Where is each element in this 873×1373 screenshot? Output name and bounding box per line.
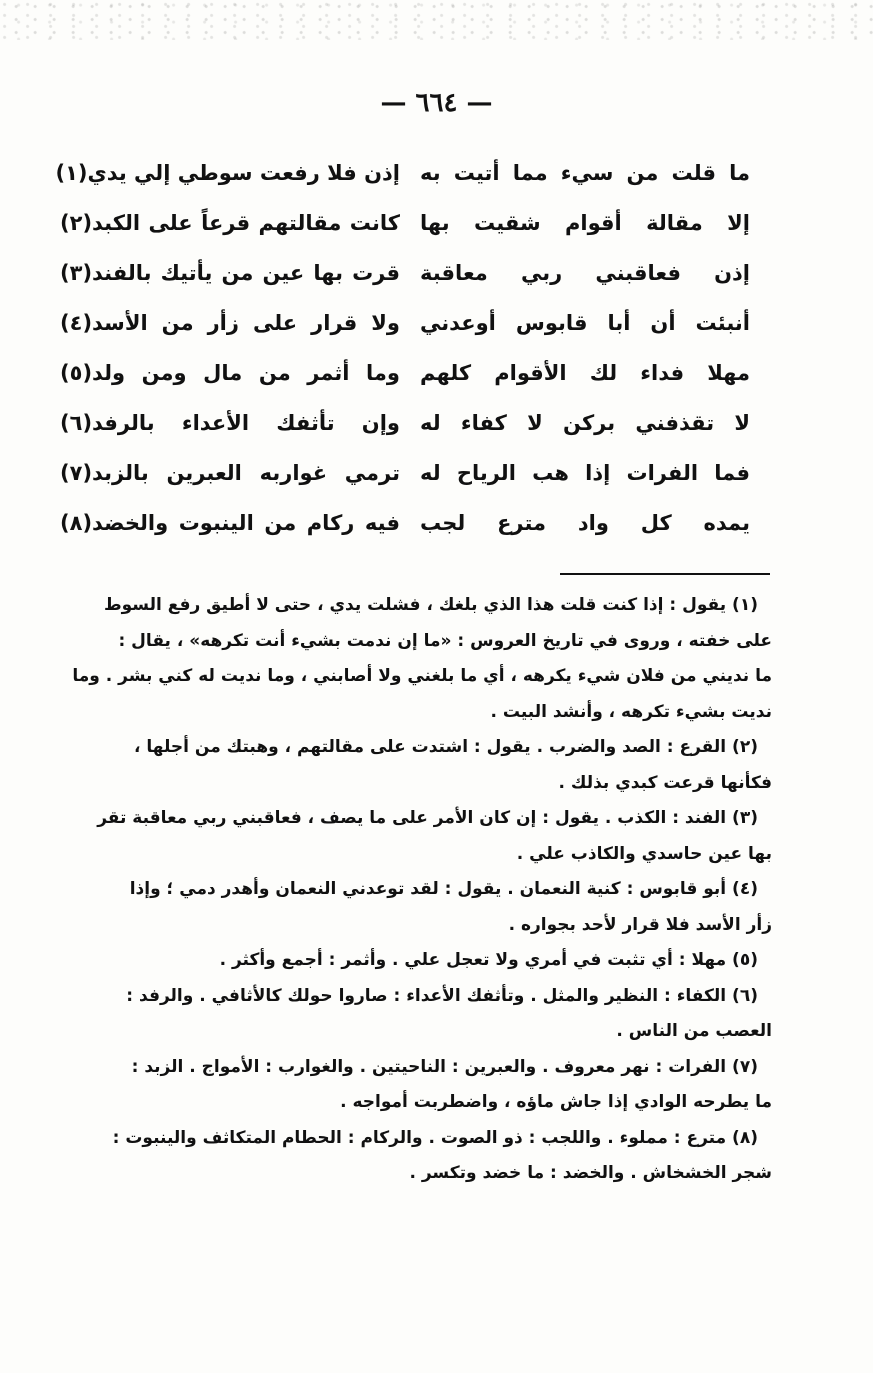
footnote-line: زأر الأسد فلا قرار لأحد بجواره . [508, 914, 772, 935]
first-hemistich: فما الفرات إذا هب الرياح له [420, 461, 750, 485]
footnote [22, 588, 772, 730]
footnote-line: نديت بشيء تكرهه ، وأنشد البيت . [490, 701, 772, 722]
second-hemistich: ترمي غواربه العبرين بالزبد(٧) [60, 461, 400, 485]
footnote [22, 979, 772, 1050]
footnote-line: (٦) الكفاء : النظير والمثل . وتأثفك الأعداء : صاروا حولك كالأثافي . والرفد : [126, 985, 758, 1006]
footnote-line: ما نديني من فلان شيء يكرهه ، أي ما بلغني ولا أصابني ، وما نديت له كني بشر . وما [72, 666, 772, 686]
footnote-line: فكأنها قرعت كبدي بذلك . [558, 772, 772, 793]
footnote-line: (١) يقول : إذا كنت قلت هذا الذي بلغك ، فشلت يدي ، حتى لا أطيق رفع السوط [103, 595, 758, 615]
verse [55, 148, 750, 198]
footnote-line: (٥) مهلا : أي تثبت في أمري ولا تعجل علي . وأثمر : أجمع وأكثر . [219, 950, 758, 970]
footnote [22, 1121, 772, 1192]
footnote-line: بها عين حاسدي والكاذب علي . [516, 843, 772, 864]
first-hemistich: ما قلت من سيء مما أتيت به [420, 161, 750, 185]
verse [60, 198, 750, 248]
verse [60, 498, 750, 548]
footnotes [22, 588, 772, 1192]
second-hemistich: إذن فلا رفعت سوطي إلي يدي(١) [55, 161, 400, 185]
second-hemistich: قرت بها عين من يأتيك بالفند(٣) [60, 261, 400, 285]
footnote [22, 872, 772, 943]
first-hemistich: إلا مقالة أقوام شقيت بها [420, 211, 750, 235]
footnote-line: (٣) الفند : الكذب . يقول : إن كان الأمر على ما يصف ، فعاقبني ربي معاقبة تقر [97, 808, 758, 828]
footnote-line: ما يطرحه الوادي إذا جاش ماؤه ، واضطربت أمواجه . [340, 1092, 772, 1112]
first-hemistich: لا تقذفني بركن لا كفاء له [420, 411, 750, 435]
second-hemistich: ولا قرار على زأر من الأسد(٤) [60, 311, 400, 335]
verse [60, 348, 750, 398]
footnote-line: (٧) الفرات : نهر معروف . والعبرين : الناحيتين . والغوارب : الأمواج . الزبد : [131, 1056, 758, 1077]
footnote [22, 801, 772, 872]
footnote-line: (٤) أبو قابوس : كنية النعمان . يقول : لقد توعدني النعمان وأهدر دمي ؛ وإذا [129, 879, 758, 899]
second-hemistich: فيه ركام من الينبوت والخضد(٨) [60, 511, 400, 535]
footnote-line: شجر الخشخاش . والخضد : ما خضد وتكسر . [409, 1163, 772, 1183]
verse [60, 298, 750, 348]
verse [60, 398, 750, 448]
verse [60, 248, 750, 298]
footnote [22, 730, 772, 801]
first-hemistich: مهلا فداء لك الأقوام كلهم [420, 361, 750, 385]
footnote-line: (٢) القرع : الصد والضرب . يقول : اشتدت على مقالتهم ، وهبتك من أجلها ، [134, 737, 758, 757]
verse [60, 448, 750, 498]
footnote-line: على خفته ، وروى في تاريخ العروس : «ما إن ندمت بشيء أنت تكرهه» ، يقال : [118, 630, 772, 651]
first-hemistich: إذن فعاقبني ربي معاقبة [420, 261, 750, 285]
first-hemistich: يمده كل واد مترع لجب [420, 511, 750, 535]
footnote [22, 1050, 772, 1121]
first-hemistich: أنبئت أن أبا قابوس أوعدني [420, 311, 750, 335]
footnote-line: (٨) مترع : مملوء . واللجب : ذو الصوت . والركام : الحطام المتكاثف والينبوت : [112, 1127, 758, 1148]
footnote-line: العصب من الناس . [616, 1021, 772, 1041]
second-hemistich: وما أثمر من مال ومن ولد(٥) [60, 361, 400, 385]
poem [55, 148, 750, 548]
second-hemistich: وإن تأثفك الأعداء بالرفد(٦) [60, 411, 400, 435]
footnote [22, 943, 772, 979]
scan-noise [0, 0, 873, 40]
footnote-separator [560, 573, 770, 575]
page-number: — ٦٦٤ — [380, 88, 493, 118]
second-hemistich: كانت مقالتهم قرعاً على الكبد(٢) [60, 211, 400, 235]
